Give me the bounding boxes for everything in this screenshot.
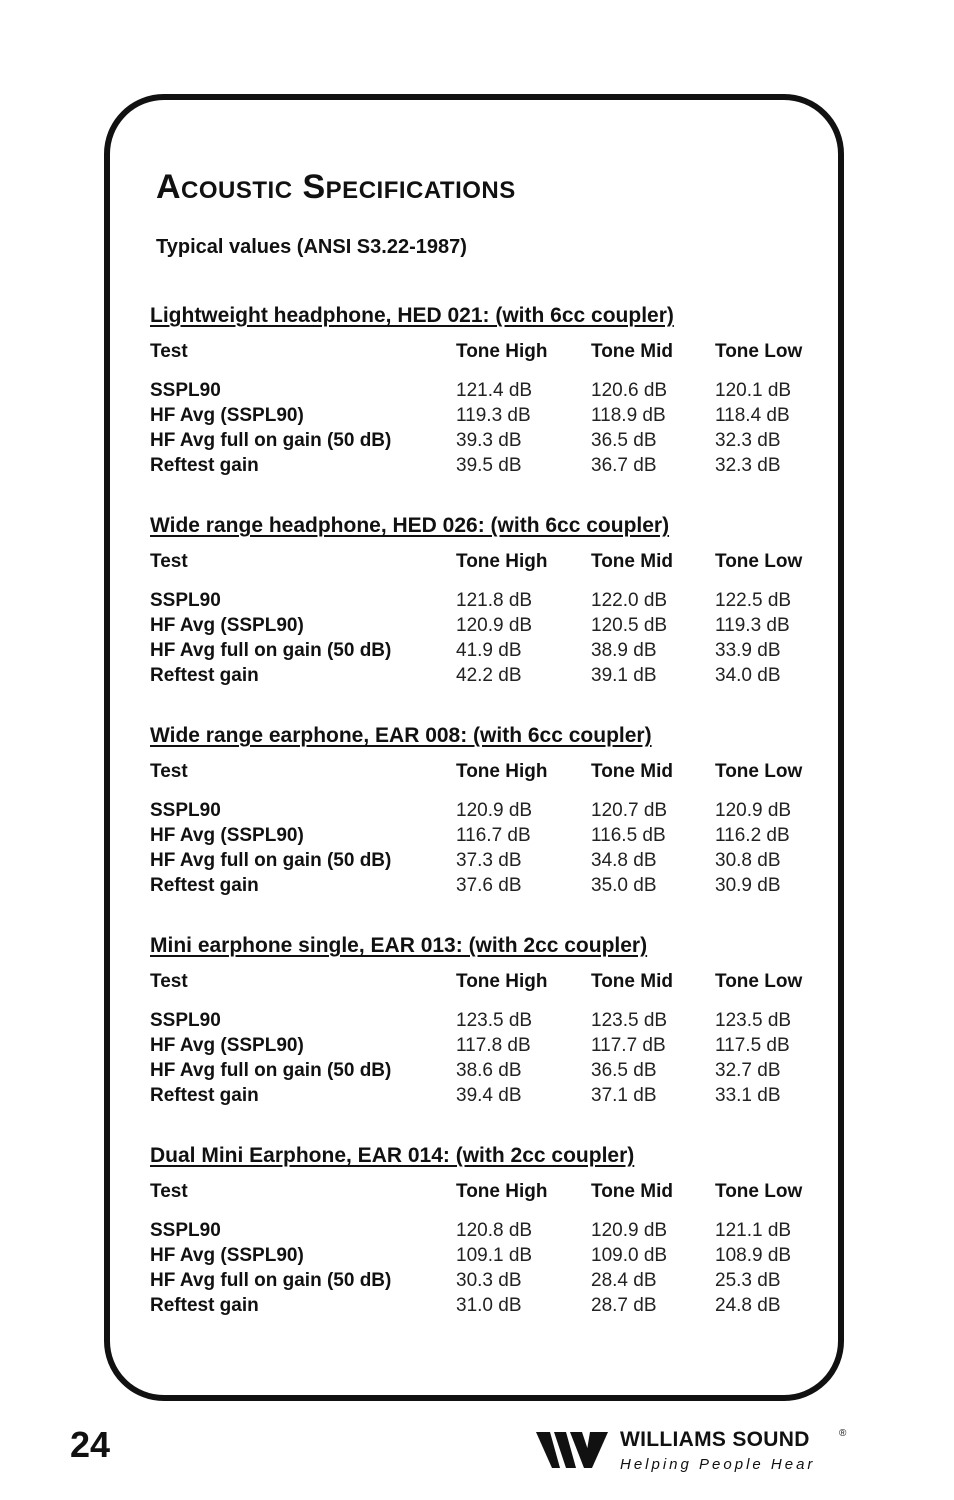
tone-mid-value: 123.5 dB	[591, 1010, 668, 1031]
tone-low-value: 120.1 dB	[715, 380, 792, 401]
tone-mid-value: 34.8 dB	[591, 850, 657, 871]
tone-mid-value: 122.0 dB	[591, 590, 668, 611]
col-tone-low: Tone Low	[715, 551, 803, 572]
tone-high-value: 121.8 dB	[456, 590, 533, 611]
brand-name: WILLIAMS SOUND	[620, 1428, 810, 1451]
section-heading: Dual Mini Earphone, EAR 014: (with 2cc coupler)	[150, 1144, 635, 1167]
tone-low-value: 34.0 dB	[715, 665, 781, 686]
col-tone-mid: Tone Mid	[591, 761, 673, 782]
table-header	[150, 969, 820, 994]
tone-low-value: 33.9 dB	[715, 640, 781, 661]
table-row	[150, 1083, 820, 1108]
tone-high-value: 39.4 dB	[456, 1085, 522, 1106]
table-row	[150, 1033, 820, 1058]
tone-mid-value: 120.6 dB	[591, 380, 668, 401]
col-test: Test	[150, 551, 188, 572]
table-row	[150, 1268, 820, 1293]
table-row	[150, 403, 820, 428]
test-name: HF Avg full on gain (50 dB)	[150, 640, 392, 661]
tone-low-value: 123.5 dB	[715, 1010, 792, 1031]
tone-high-value: 117.8 dB	[456, 1035, 531, 1056]
col-tone-low: Tone Low	[715, 761, 803, 782]
tone-low-value: 119.3 dB	[715, 615, 790, 636]
test-name: HF Avg full on gain (50 dB)	[150, 1060, 392, 1081]
col-tone-mid: Tone Mid	[591, 341, 673, 362]
tone-mid-value: 120.7 dB	[591, 800, 668, 821]
col-tone-high: Tone High	[456, 971, 548, 992]
test-name: SSPL90	[150, 590, 221, 611]
tone-high-value: 38.6 dB	[456, 1060, 522, 1081]
tone-low-value: 32.7 dB	[715, 1060, 781, 1081]
tone-mid-value: 39.1 dB	[591, 665, 657, 686]
table-row	[150, 1218, 820, 1243]
tone-mid-value: 120.5 dB	[591, 615, 668, 636]
williams-sound-logo	[536, 1428, 856, 1476]
section-heading: Lightweight headphone, HED 021: (with 6cc coupler)	[150, 304, 674, 327]
table-row	[150, 1058, 820, 1083]
col-tone-high: Tone High	[456, 1181, 548, 1202]
tone-mid-value: 36.7 dB	[591, 455, 657, 476]
table-row	[150, 613, 820, 638]
tone-mid-value: 28.7 dB	[591, 1295, 657, 1316]
test-name: Reftest gain	[150, 455, 259, 476]
tone-mid-value: 37.1 dB	[591, 1085, 657, 1106]
test-name: Reftest gain	[150, 875, 259, 896]
col-tone-mid: Tone Mid	[591, 971, 673, 992]
tone-high-value: 37.6 dB	[456, 875, 522, 896]
tone-high-value: 31.0 dB	[456, 1295, 522, 1316]
tone-mid-value: 109.0 dB	[591, 1245, 668, 1266]
test-name: Reftest gain	[150, 1295, 259, 1316]
spec-section	[150, 723, 820, 898]
tone-high-value: 123.5 dB	[456, 1010, 533, 1031]
tone-mid-value: 36.5 dB	[591, 1060, 657, 1081]
table-row	[150, 823, 820, 848]
test-name: HF Avg full on gain (50 dB)	[150, 850, 392, 871]
test-name: HF Avg (SSPL90)	[150, 615, 304, 636]
tone-mid-value: 117.7 dB	[591, 1035, 666, 1056]
test-name: HF Avg (SSPL90)	[150, 1245, 304, 1266]
table-row	[150, 873, 820, 898]
tone-low-value: 32.3 dB	[715, 455, 781, 476]
page-subtitle: Typical values (ANSI S3.22-1987)	[156, 236, 467, 258]
col-tone-high: Tone High	[456, 341, 548, 362]
test-name: HF Avg (SSPL90)	[150, 405, 304, 426]
tone-low-value: 32.3 dB	[715, 430, 781, 451]
tone-low-value: 121.1 dB	[715, 1220, 792, 1241]
spec-section	[150, 1143, 820, 1318]
test-name: Reftest gain	[150, 665, 259, 686]
table-header	[150, 1179, 820, 1204]
section-heading: Mini earphone single, EAR 013: (with 2cc coupler)	[150, 934, 648, 957]
tone-high-value: 39.5 dB	[456, 455, 522, 476]
tone-low-value: 33.1 dB	[715, 1085, 781, 1106]
tone-high-value: 37.3 dB	[456, 850, 522, 871]
table-row	[150, 378, 820, 403]
table-row	[150, 453, 820, 478]
tone-high-value: 121.4 dB	[456, 380, 533, 401]
tone-high-value: 109.1 dB	[456, 1245, 533, 1266]
table-header	[150, 549, 820, 574]
test-name: HF Avg (SSPL90)	[150, 825, 304, 846]
table-header	[150, 339, 820, 364]
test-name: SSPL90	[150, 380, 221, 401]
tone-mid-value: 118.9 dB	[591, 405, 666, 426]
tone-low-value: 122.5 dB	[715, 590, 792, 611]
tone-high-value: 41.9 dB	[456, 640, 522, 661]
test-name: HF Avg full on gain (50 dB)	[150, 430, 392, 451]
test-name: SSPL90	[150, 1010, 221, 1031]
section-heading: Wide range earphone, EAR 008: (with 6cc coupler)	[150, 724, 652, 747]
page-title: Acoustic Specifications	[156, 168, 516, 206]
tone-mid-value: 28.4 dB	[591, 1270, 657, 1291]
tone-low-value: 30.9 dB	[715, 875, 781, 896]
test-name: HF Avg full on gain (50 dB)	[150, 1270, 392, 1291]
tone-mid-value: 120.9 dB	[591, 1220, 668, 1241]
tone-high-value: 30.3 dB	[456, 1270, 522, 1291]
test-name: HF Avg (SSPL90)	[150, 1035, 304, 1056]
tone-low-value: 120.9 dB	[715, 800, 792, 821]
tone-low-value: 108.9 dB	[715, 1245, 792, 1266]
page-number: 24	[70, 1424, 111, 1465]
tone-high-value: 116.7 dB	[456, 825, 531, 846]
col-tone-low: Tone Low	[715, 1181, 803, 1202]
tone-high-value: 120.9 dB	[456, 615, 533, 636]
tone-low-value: 25.3 dB	[715, 1270, 781, 1291]
col-tone-high: Tone High	[456, 551, 548, 572]
col-tone-low: Tone Low	[715, 341, 803, 362]
col-tone-low: Tone Low	[715, 971, 803, 992]
tone-high-value: 39.3 dB	[456, 430, 522, 451]
col-test: Test	[150, 761, 188, 782]
test-name: SSPL90	[150, 800, 221, 821]
tone-mid-value: 35.0 dB	[591, 875, 657, 896]
tone-high-value: 120.9 dB	[456, 800, 533, 821]
section-heading: Wide range headphone, HED 026: (with 6cc coupler)	[150, 514, 670, 537]
table-header	[150, 759, 820, 784]
table-row	[150, 638, 820, 663]
table-row	[150, 848, 820, 873]
tone-low-value: 30.8 dB	[715, 850, 781, 871]
spec-section	[150, 303, 820, 478]
tone-low-value: 24.8 dB	[715, 1295, 781, 1316]
tone-high-value: 120.8 dB	[456, 1220, 533, 1241]
col-test: Test	[150, 971, 188, 992]
col-tone-mid: Tone Mid	[591, 1181, 673, 1202]
table-row	[150, 1008, 820, 1033]
spec-section	[150, 513, 820, 688]
tone-low-value: 116.2 dB	[715, 825, 790, 846]
col-tone-mid: Tone Mid	[591, 551, 673, 572]
col-test: Test	[150, 1181, 188, 1202]
test-name: SSPL90	[150, 1220, 221, 1241]
table-row	[150, 798, 820, 823]
registered-mark: ®	[839, 1428, 847, 1439]
tone-low-value: 118.4 dB	[715, 405, 790, 426]
tone-mid-value: 36.5 dB	[591, 430, 657, 451]
table-row	[150, 588, 820, 613]
tone-high-value: 119.3 dB	[456, 405, 531, 426]
spec-section	[150, 933, 820, 1108]
col-test: Test	[150, 341, 188, 362]
tone-mid-value: 116.5 dB	[591, 825, 666, 846]
table-row	[150, 428, 820, 453]
table-row	[150, 1243, 820, 1268]
brand-tagline: Helping People Hear	[620, 1456, 816, 1473]
table-row	[150, 1293, 820, 1318]
col-tone-high: Tone High	[456, 761, 548, 782]
williams-sound-logo-icon	[536, 1428, 610, 1470]
tone-low-value: 117.5 dB	[715, 1035, 790, 1056]
test-name: Reftest gain	[150, 1085, 259, 1106]
tone-mid-value: 38.9 dB	[591, 640, 657, 661]
tone-high-value: 42.2 dB	[456, 665, 522, 686]
table-row	[150, 663, 820, 688]
